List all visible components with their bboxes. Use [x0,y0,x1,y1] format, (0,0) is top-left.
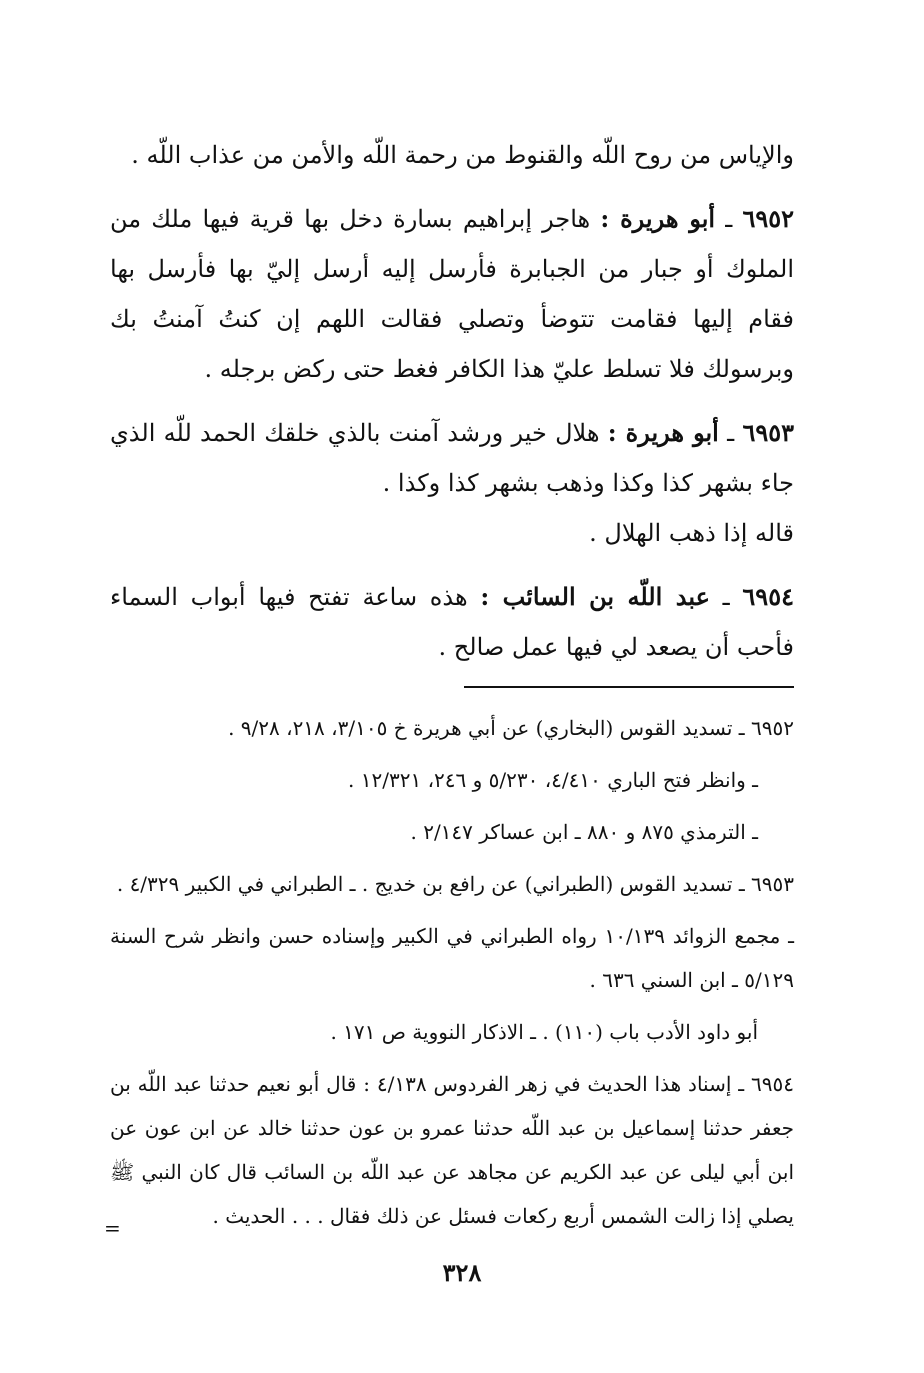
footnote-divider [464,686,794,688]
hadith-dash: ـ [718,419,735,447]
footnote: أبو داود الأدب باب (١١٠) . ـ الاذكار النووية ص ١٧١ . [330,1020,758,1044]
footnote: ٦٩٥٤ ـ إسناد هذا الحديث في زهر الفردوس ٤/١٣٨ : قال أبو نعيم حدثنا عبد اللّه بن جعفر حدثنا إسماعيل بن عبد اللّه حدثنا عمرو بن عون حدثنا خالد عن ابن عون عن ابن أبي ليلى عن عبد الكريم عن مجاهد عن عبد اللّه بن السائب قال كان النبي ﷺ يصلي إذا زالت الشمس أربع ركعات فسئل عن ذلك فقال . . . الحديث . [110,1072,795,1228]
hadith-dash: ـ [709,583,730,611]
main-text [110,130,794,672]
hadith-6953 [110,408,794,508]
page-number: ٣٢٨ [442,1258,482,1287]
hadith-text: هاجر إبراهيم بسارة دخل بها قرية فيها ملك من الملوك أو جبار من الجبابرة فأرسل إليه أرسل إليّ بها فأرسل بها فقام إليها فقامت تتوضأ وتصلي فقالت اللهم إن كنتُ آمنتُ بك وبرسولك فلا تسلط عليّ هذا الكافر فغط حتى ركض برجله . [110,205,794,383]
hadith-text: هذه ساعة تفتح فيها أبواب السماء فأحب أن يصعد لي فيها عمل صالح . [110,583,794,661]
hadith-number: ٦٩٥٤ [742,582,794,611]
hadith-text: هلال خير ورشد آمنت بالذي خلقك الحمد للّه الذي جاء بشهر كذا وكذا وذهب بشهر كذا وكذا . [110,419,794,497]
hadith-6953-note: قاله إذا ذهب الهلال . [589,519,794,547]
end-mark: = [104,1216,121,1240]
footnote: ٦٩٥٢ ـ تسديد القوس (البخاري) عن أبي هريرة خ ٣/١٠٥، ٢١٨، ٩/٢٨ . [228,716,794,740]
footnote: ٦٩٥٣ ـ تسديد القوس (الطبراني) عن رافع بن خديج . ـ الطبراني في الكبير ٤/٣٢٩ . [116,872,794,896]
hadith-6954 [110,572,794,672]
hadith-narrator: عبد اللّه بن السائب : [480,582,710,611]
hadith-narrator: أبو هريرة : [600,204,716,233]
hadith-number: ٦٩٥٣ [742,418,795,447]
footnote: ـ الترمذي ٨٧٥ و ٨٨٠ ـ ابن عساكر ٢/١٤٧ . [410,820,758,844]
hadith-narrator: أبو هريرة : [607,418,719,447]
intro-line: والإياس من روح اللّه والقنوط من رحمة اللّه والأمن من عذاب اللّه . [131,141,794,169]
page-content [110,130,794,1246]
footnote: ـ مجمع الزوائد ١٠/١٣٩ رواه الطبراني في الكبير وإسناده حسن وانظر شرح السنة ٥/١٢٩ ـ ابن السني ٦٣٦ . [110,924,794,992]
hadith-dash: ـ [715,205,733,233]
hadith-6952 [110,194,794,394]
footnotes [110,706,794,1238]
hadith-number: ٦٩٥٢ [742,204,794,233]
footnote: ـ وانظر فتح الباري ٤/٤١٠، ٥/٢٣٠ و ٢٤٦، ١٢/٣٢١ . [348,768,758,792]
